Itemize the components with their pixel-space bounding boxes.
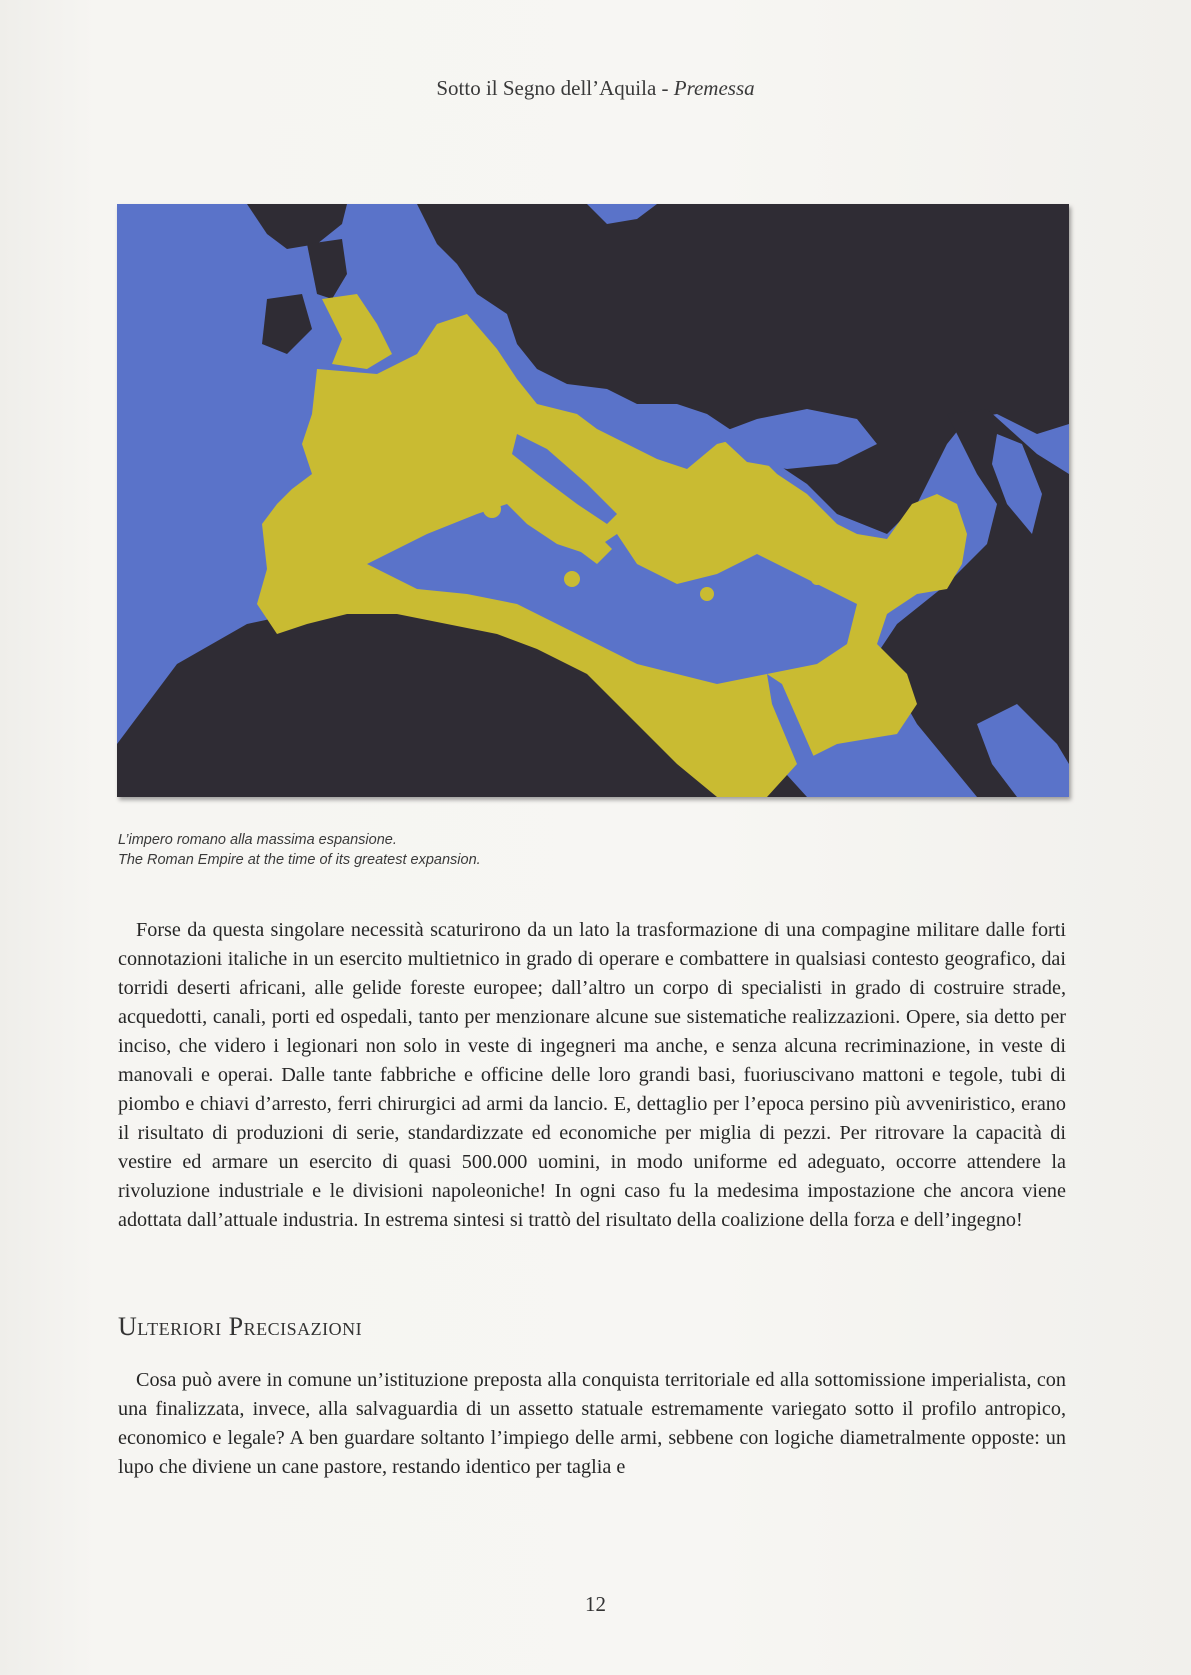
caption-italian: L’impero romano alla massima espansione. (118, 832, 397, 848)
header-separator: - (656, 76, 674, 100)
book-title: Sotto il Segno dell’Aquila (436, 76, 657, 100)
map-svg (117, 204, 1069, 797)
paragraph-2: Cosa può avere in comune un’istituzione preposta alla conquista territoriale ed alla sottomissione imperialista, con una finalizzata, invece, alla salvaguardia di un assetto statuale estremamente variegato sotto il profilo antropico, economico e legale? A ben guardare soltanto l’impiego delle armi, sebbene con logiche diametralmente opposte: un lupo che diviene un cane pastore, restando identico per taglia e (118, 1369, 1066, 1478)
page-number: 12 (585, 1592, 606, 1616)
map-island-cyprus (811, 573, 823, 585)
paragraph-1: Forse da questa singolare necessità scaturirono da un lato la trasformazione di una compagine militare dalle forti connotazioni italiche in un esercito multietnico in grado di operare e combattere in qualsiasi contesto geografico, dai torridi deserti africani, alle gelide foreste europee; dall’altro un corpo di specialisti in grado di costruire strade, acquedotti, canali, porti ed ospedali, tanto per menzionare alcune sue sistematiche realizzazioni. Opere, sia detto per inciso, che videro i legionari non solo in veste di ingegneri ma anche, e senza alcuna recriminazione, in veste di manovali e operai. Dalle tante fabbriche e officine delle loro grandi basi, fuoriuscivano mattoni e tegole, tubi di piombo e chiavi d’arresto, ferri chirurgici ad armi da lancio. E, dettaglio per l’epoca persino più avveniristico, erano il risultato di produzioni di serie, standardizzate ed economiche per miglia di pezzi. Per ritrovare la capacità di vestire ed armare un esercito di quasi 500.000 uomini, in modo uniforme ed adeguato, occorre attendere la rivoluzione industriale e le divisioni napoleoniche! In ogni caso fu la medesima impostazione che ancora viene adottata dall’attuale industria. In estrema sintesi si trattò del risultato della coalizione della forza e dell’ingegno! (118, 919, 1066, 1231)
roman-empire-map (117, 204, 1069, 797)
map-island-crete (700, 587, 714, 601)
section-title: Ulteriori Precisazioni (118, 1312, 363, 1341)
map-caption (118, 830, 481, 870)
chapter-title: Premessa (673, 76, 755, 100)
running-header (0, 76, 1191, 101)
caption-english: The Roman Empire at the time of its greatest expansion. (118, 852, 481, 868)
map-island-sicily (564, 571, 580, 587)
map-island-sardinia (483, 500, 501, 518)
